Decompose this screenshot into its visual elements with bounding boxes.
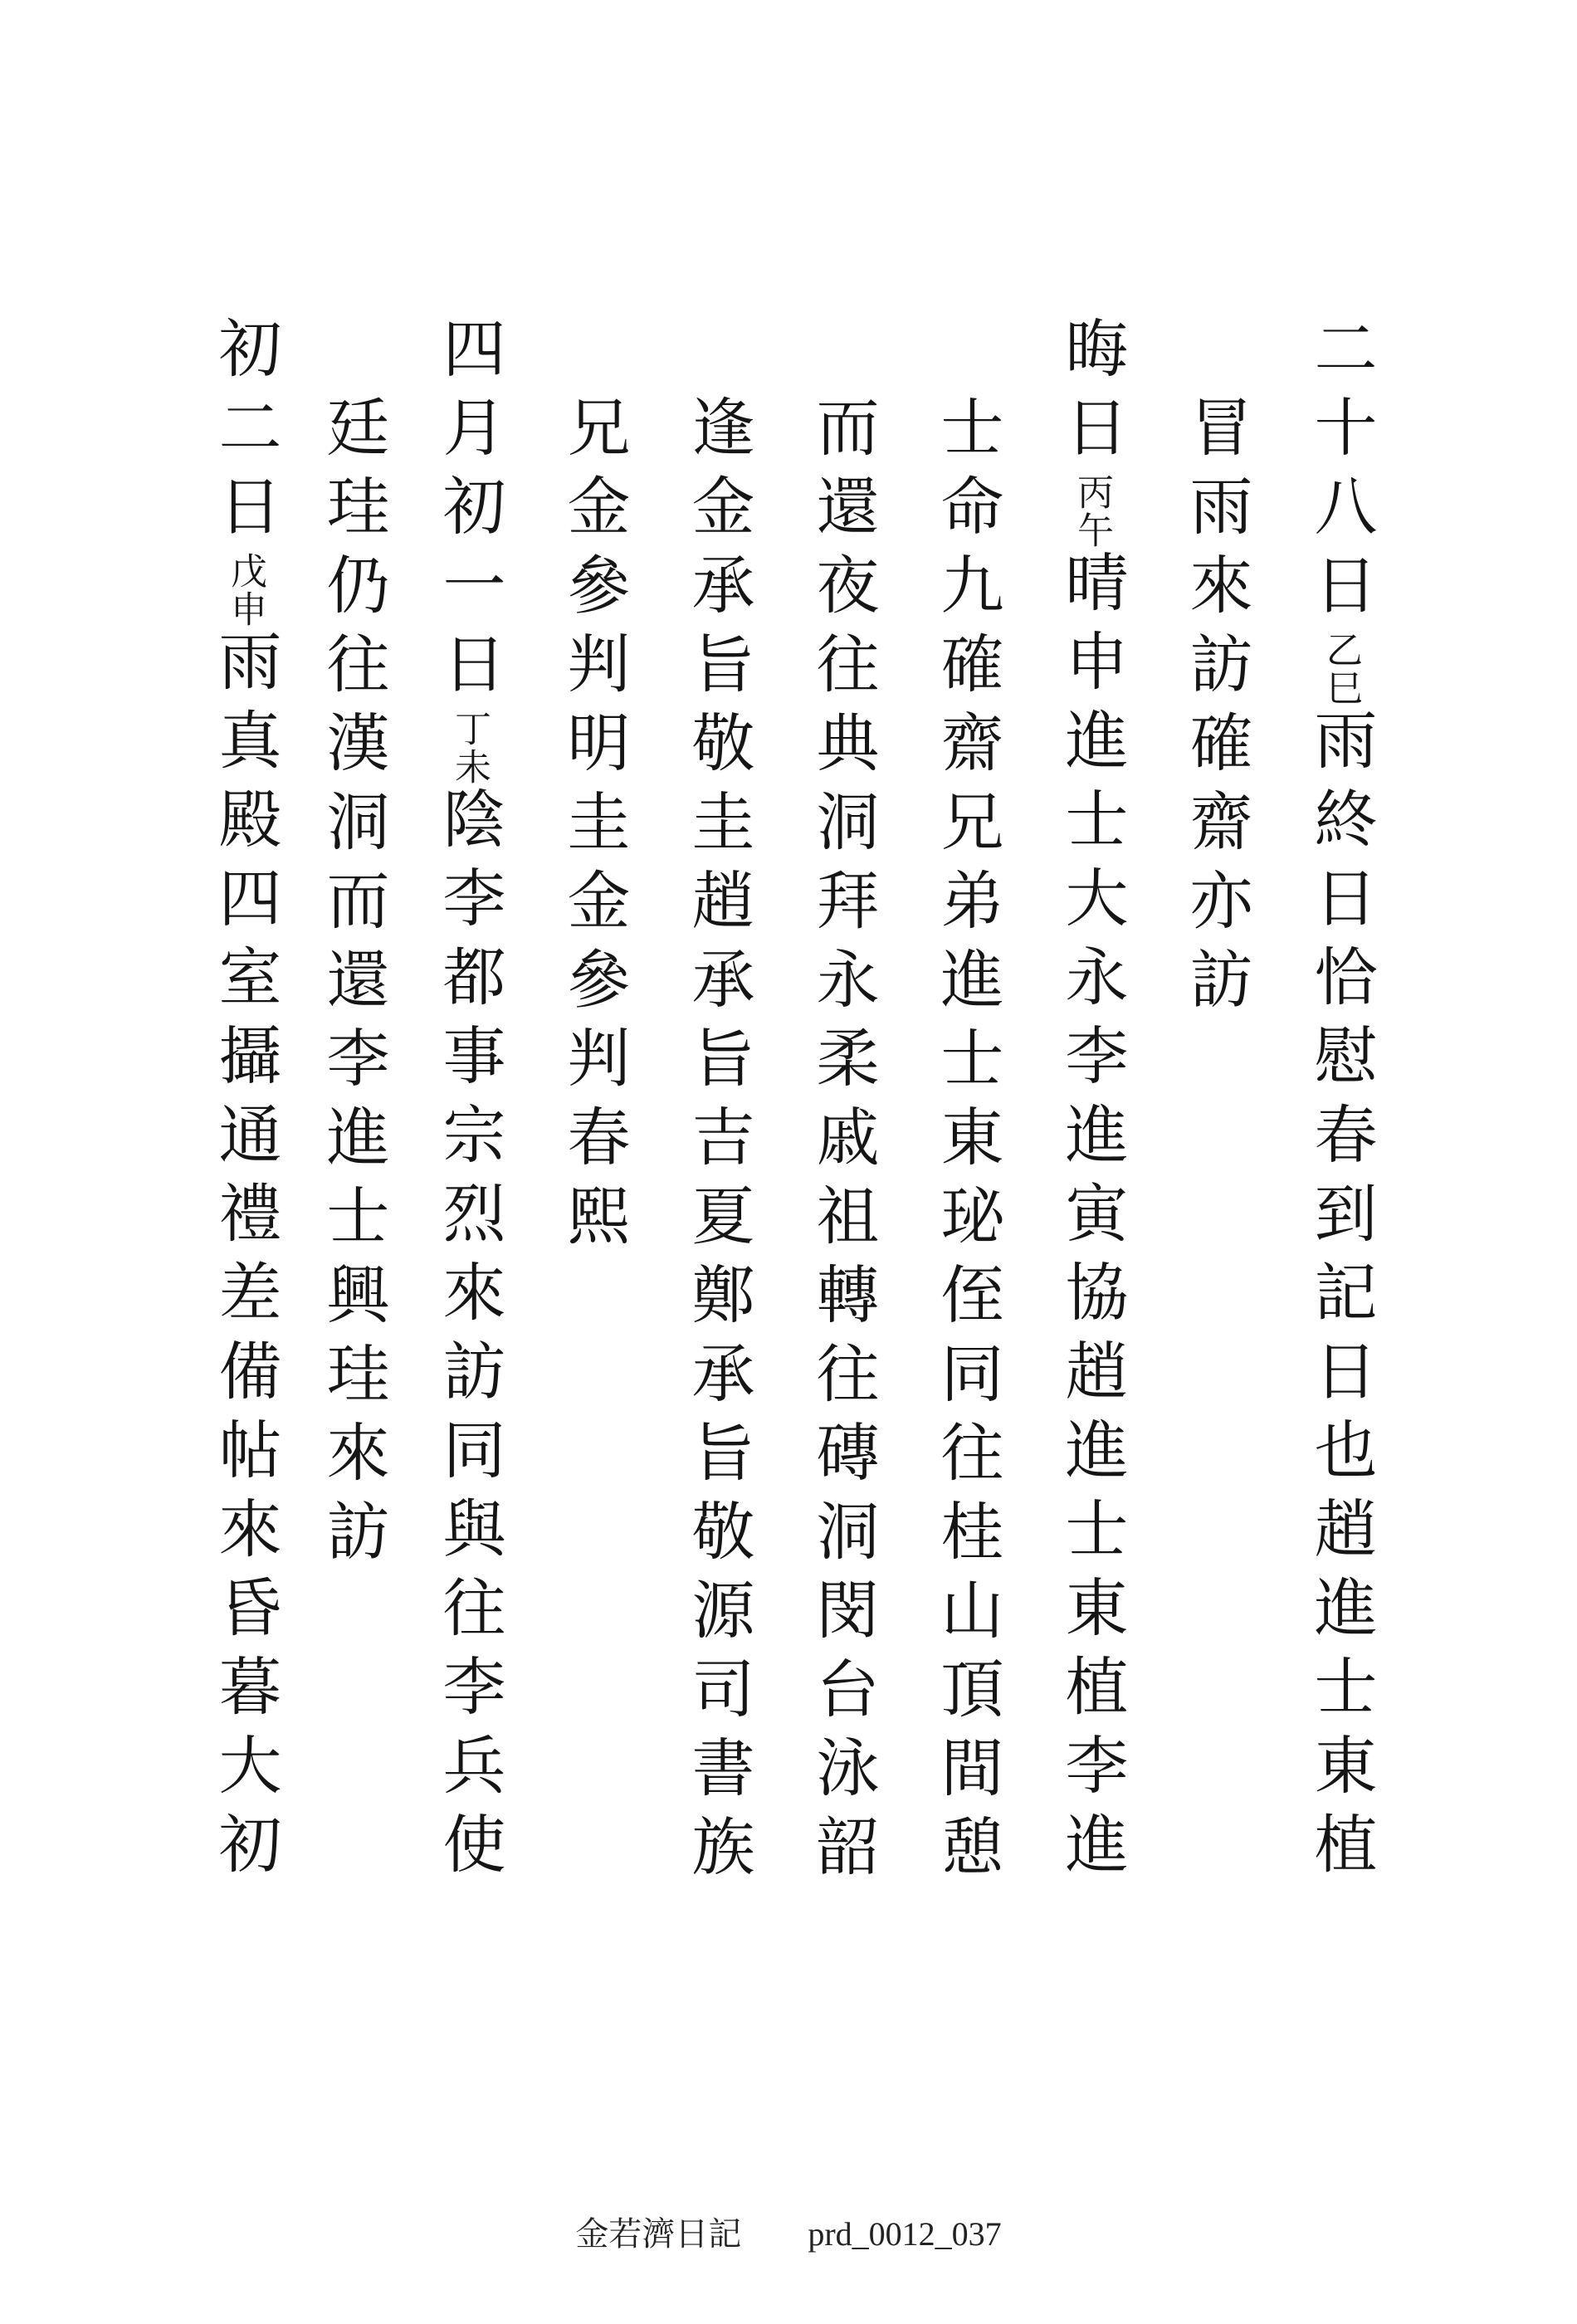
column-text: 初二日 (208, 315, 282, 552)
column-text: 逢金承旨敬圭趙承旨吉夏鄭承旨敬源司書族 (681, 394, 755, 1892)
column-text: 士命九確齋兄弟進士東珌侄同往桂山頂間憩 (930, 394, 1004, 1892)
manuscript-column-10 (199, 315, 290, 1890)
manuscript-column-6 (672, 394, 764, 1892)
manuscript-column-9 (307, 394, 398, 1577)
day-ganzhi-note: 乙巳 (1320, 631, 1362, 707)
manuscript-column-1 (1295, 315, 1386, 1890)
column-text-continued: 雨終日恰慰春到記日也趙進士東植 (1304, 707, 1378, 1890)
day-ganzhi-note: 戊申 (224, 552, 266, 628)
page-footer (0, 2208, 1577, 2255)
day-ganzhi-note: 丙午 (1071, 473, 1113, 549)
day-ganzhi-note: 丁未 (448, 710, 491, 786)
manuscript-column-7 (548, 394, 639, 1262)
column-text-continued: 雨真殿四室攝通禮差備帖來昏暮大初 (208, 628, 282, 1890)
column-text: 而還夜往典洞拜永柔戚祖轉往磚洞閔台泳韶 (806, 394, 880, 1892)
manuscript-column-3 (1046, 315, 1137, 1890)
manuscript-column-8 (423, 315, 515, 1890)
column-text: 兄金參判明圭金參判春熙 (557, 394, 631, 1262)
column-text-continued: 晴申進士大永李進寅協趙進士東植李進 (1055, 549, 1129, 1890)
column-text: 二十八日 (1304, 315, 1378, 631)
manuscript-column-4 (921, 394, 1013, 1892)
column-text: 廷珪仍往漢洞而還李進士興珪來訪 (316, 394, 390, 1577)
manuscript-text (208, 315, 1386, 1892)
footer-page-code: prd_0012_037 (808, 2215, 1002, 2253)
footer-title: 金若濟日記 (575, 2215, 742, 2253)
column-text: 四月初一日 (432, 315, 506, 710)
column-text-continued: 陰李都事宗烈來訪同與往李兵使 (432, 786, 506, 1890)
manuscript-column-5 (797, 394, 888, 1892)
column-text: 晦日 (1055, 315, 1129, 473)
manuscript-column-2 (1170, 394, 1262, 1025)
column-text: 冒雨來訪確齋亦訪 (1179, 394, 1253, 1025)
